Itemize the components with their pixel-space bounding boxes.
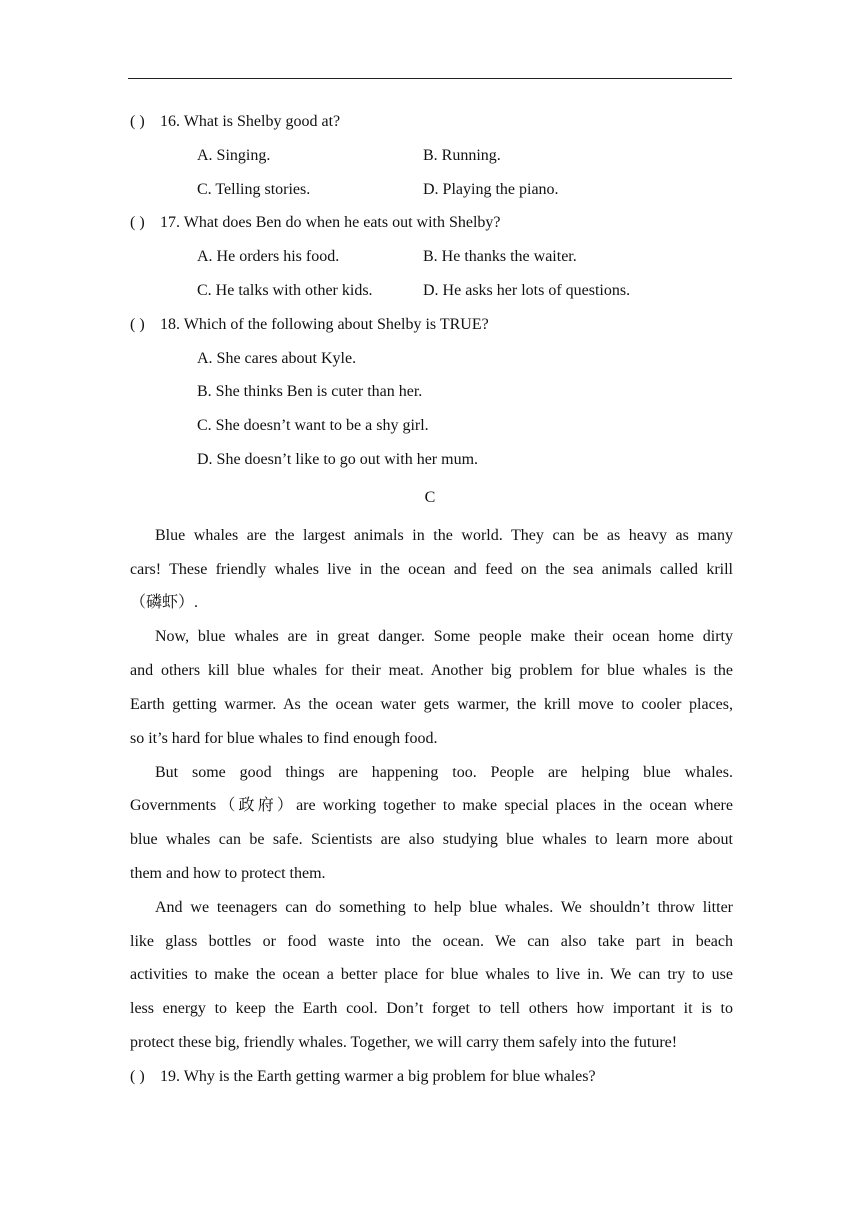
answer-blank[interactable]: ( ) — [130, 214, 145, 231]
option-c: C. Telling stories. — [197, 181, 311, 198]
option-d: D. Playing the piano. — [423, 181, 559, 198]
passage-line: them and how to protect them. — [130, 865, 326, 882]
header-rule — [128, 78, 732, 79]
option-b: B. Running. — [423, 147, 501, 164]
passage-line: Blue whales are the largest animals in the world. They can be as heavy as many — [155, 527, 733, 544]
passage-line: less energy to keep the Earth cool. Don’t forget to tell others how important it is to — [130, 1000, 733, 1017]
question-stem: 18. Which of the following about Shelby is TRUE? — [160, 316, 489, 333]
question-stem: 17. What does Ben do when he eats out with Shelby? — [160, 214, 501, 231]
answer-blank[interactable]: ( ) — [130, 113, 145, 130]
option-a: A. She cares about Kyle. — [197, 350, 357, 367]
passage-line: Governments（政府）are working together to make special places in the ocean where — [130, 797, 733, 814]
option-d: D. She doesn’t like to go out with her mum. — [197, 451, 479, 468]
question-19 — [130, 1067, 596, 1087]
question-16 — [130, 112, 340, 132]
passage-line: cars! These friendly whales live in the ocean and feed on the sea animals called krill — [130, 561, 733, 578]
passage-line: so it’s hard for blue whales to find enough food. — [130, 730, 438, 747]
option-c: C. He talks with other kids. — [197, 282, 373, 299]
answer-blank[interactable]: ( ) — [130, 316, 145, 333]
option-a: A. He orders his food. — [197, 248, 340, 265]
passage-line: protect these big, friendly whales. Together, we will carry them safely into the future! — [130, 1034, 678, 1051]
passage-line: activities to make the ocean a better place for blue whales to live in. We can try to use — [130, 966, 733, 983]
answer-blank[interactable]: ( ) — [130, 1068, 145, 1085]
passage-line: And we teenagers can do something to help blue whales. We shouldn’t throw litter — [155, 899, 733, 916]
option-d: D. He asks her lots of questions. — [423, 282, 631, 299]
passage-line: like glass bottles or food waste into the ocean. We can also take part in beach — [130, 933, 733, 950]
option-a: A. Singing. — [197, 147, 271, 164]
option-c: C. She doesn’t want to be a shy girl. — [197, 417, 429, 434]
question-stem: 16. What is Shelby good at? — [160, 113, 341, 130]
question-stem: 19. Why is the Earth getting warmer a big problem for blue whales? — [160, 1068, 596, 1085]
section-title: C — [424, 489, 436, 506]
passage-line: （磷虾）. — [130, 594, 199, 611]
option-b: B. He thanks the waiter. — [423, 248, 577, 265]
question-17 — [130, 213, 501, 233]
passage-line: Earth getting warmer. As the ocean water gets warmer, the krill move to cooler places, — [130, 696, 733, 713]
passage-line: blue whales can be safe. Scientists are also studying blue whales to learn more about — [130, 831, 733, 848]
question-18 — [130, 315, 489, 335]
passage-line: But some good things are happening too. People are helping blue whales. — [155, 764, 733, 781]
passage-line: Now, blue whales are in great danger. Some people make their ocean home dirty — [155, 628, 733, 645]
option-b: B. She thinks Ben is cuter than her. — [197, 383, 423, 400]
passage-line: and others kill blue whales for their meat. Another big problem for blue whales is the — [130, 662, 733, 679]
